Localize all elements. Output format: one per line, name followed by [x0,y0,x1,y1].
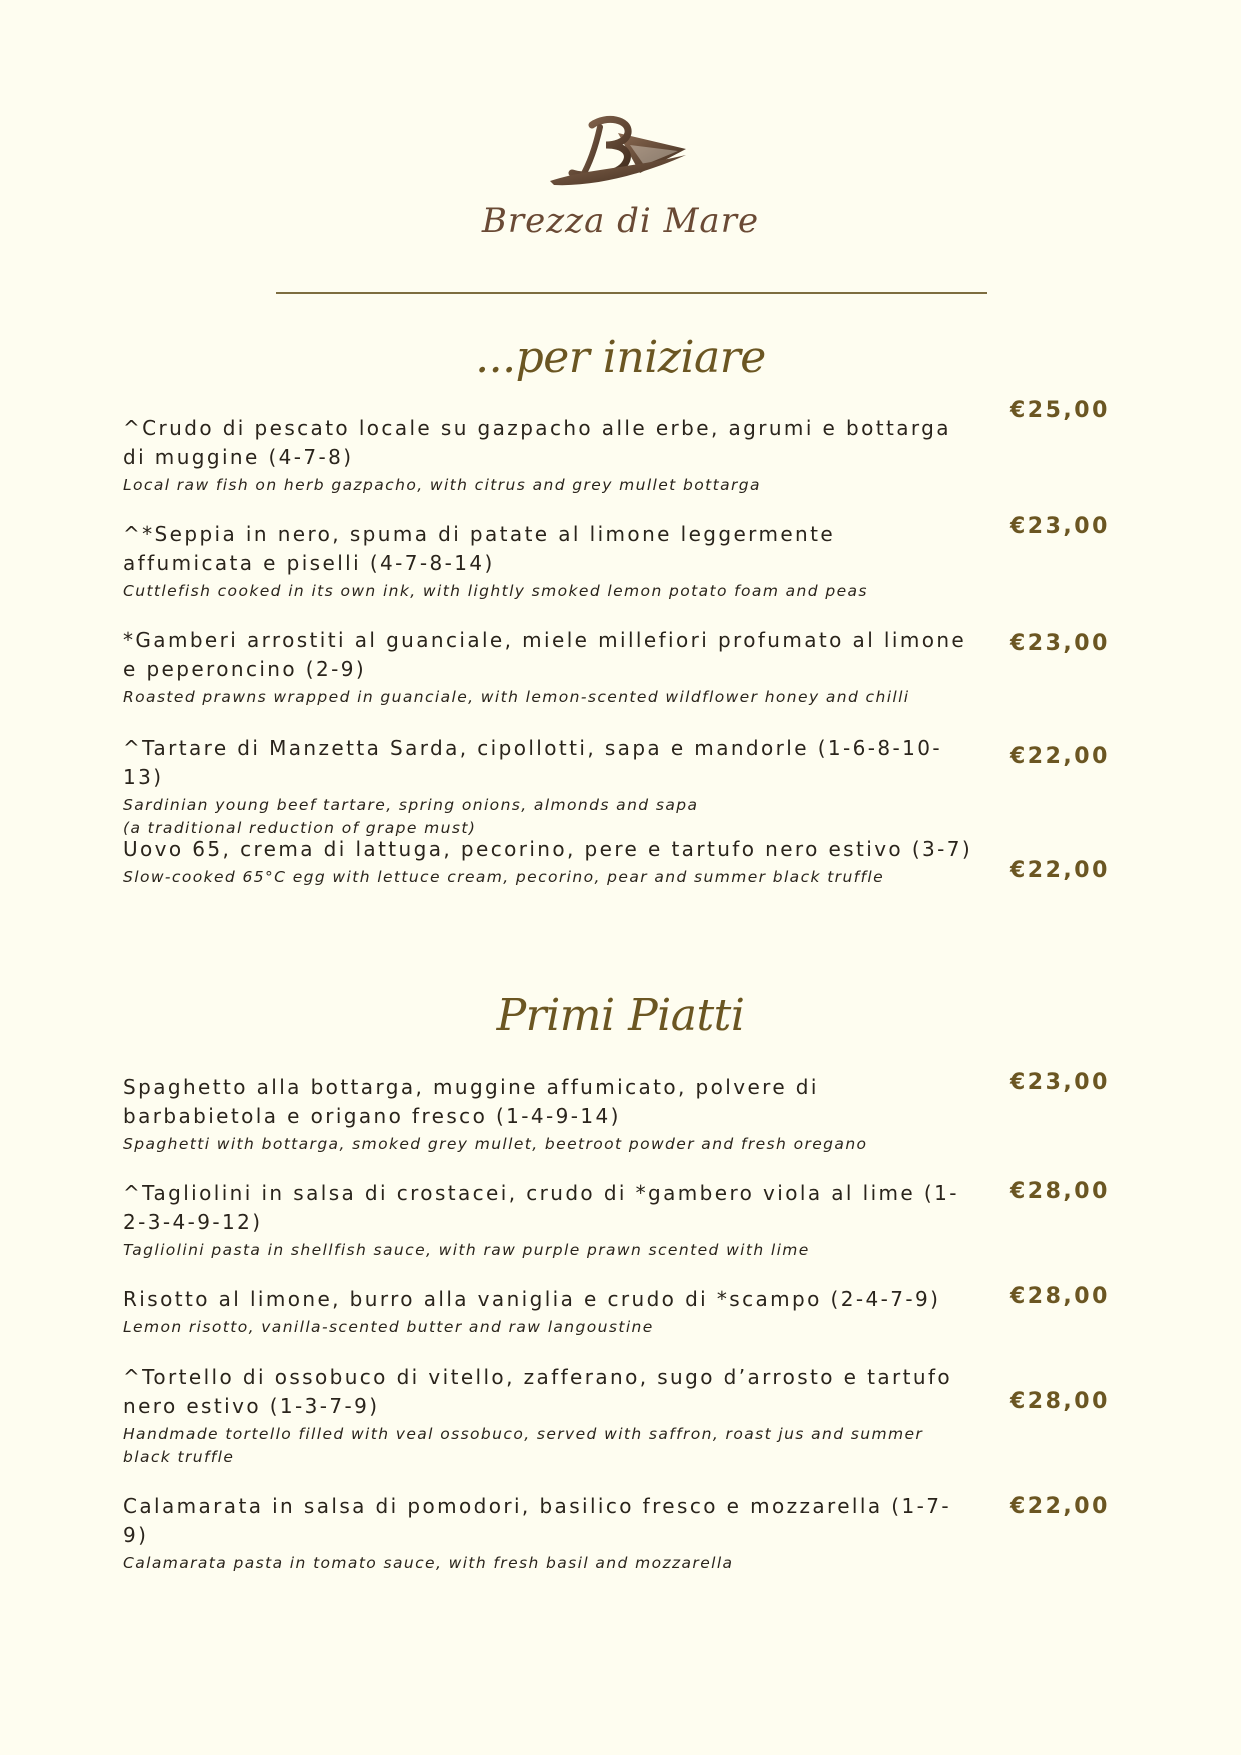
item-name: ^Tortello di ossobuco di vitello, zafferano, sugo d’arrosto e tartufo nero estivo (1-3-7-9) [123,1365,953,1418]
menu-item [123,734,973,840]
item-name: *Gamberi arrostiti al guanciale, miele millefiori profumato al limone e peperoncino (2-9) [123,628,967,681]
item-description: Calamarata pasta in tomato sauce, with fresh basil and mozzarella [123,1554,734,1572]
menu-item [123,1073,973,1156]
menu-item [123,626,973,709]
item-description: Slow-cooked 65°C egg with lettuce cream, pecorino, pear and summer black truffle [123,868,885,886]
section-title-starters: ...per iniziare [475,332,766,383]
item-description: Tagliolini pasta in shellfish sauce, with raw purple prawn scented with lime [123,1241,810,1259]
item-price: €22,00 [1010,744,1110,769]
restaurant-name: Brezza di Mare [481,201,760,241]
item-name: ^Crudo di pescato locale su gazpacho alle erbe, agrumi e bottarga di muggine (4-7-8) [123,416,951,469]
section-title-first-courses: Primi Piatti [496,990,745,1041]
menu-item [123,520,973,603]
header-divider [276,292,987,294]
item-price: €28,00 [1010,1389,1110,1414]
item-name: Spaghetto alla bottarga, muggine affumicato, polvere di barbabietola e origano fresco (1-4-9-14) [123,1075,819,1128]
item-name: Risotto al limone, burro alla vaniglia e crudo di *scampo (2-4-7-9) [123,1287,941,1311]
item-price: €22,00 [1010,1494,1110,1519]
menu-item [123,835,973,889]
restaurant-logo [0,115,1241,241]
item-description: Lemon risotto, vanilla-scented butter and raw langoustine [123,1318,654,1336]
item-description: Roasted prawns wrapped in guanciale, with lemon-scented wildflower honey and chilli [123,688,910,706]
item-description: Spaghetti with bottarga, smoked grey mullet, beetroot powder and fresh oregano [123,1135,868,1153]
item-name: ^*Seppia in nero, spuma di patate al limone leggermente affumicata e piselli (4-7-8-14) [123,522,836,575]
item-price: €23,00 [1010,1070,1110,1095]
item-price: €23,00 [1010,514,1110,539]
menu-item [123,414,973,497]
item-name: ^Tartare di Manzetta Sarda, cipollotti, sapa e mandorle (1-6-8-10-13) [123,736,942,789]
menu-item [123,1179,973,1262]
item-price: €25,00 [1010,398,1110,423]
item-name: ^Tagliolini in salsa di crostacei, crudo di *gambero viola al lime (1-2-3-4-9-12) [123,1181,959,1234]
item-price: €28,00 [1010,1284,1110,1309]
item-description: Local raw fish on herb gazpacho, with citrus and grey mullet bottarga [123,476,761,494]
item-description: Sardinian young beef tartare, spring onions, almonds and sapa (a traditional reduction of grape must) [123,796,699,837]
boat-logo-icon [546,115,696,197]
menu-item [123,1363,973,1469]
item-description: Cuttlefish cooked in its own ink, with lightly smoked lemon potato foam and peas [123,582,868,600]
item-price: €23,00 [1010,631,1110,656]
item-price: €22,00 [1010,858,1110,883]
item-description: Handmade tortello filled with veal ossobuco, served with saffron, roast jus and summer black truffle [123,1425,924,1466]
menu-item [123,1285,973,1339]
item-name: Calamarata in salsa di pomodori, basilico fresco e mozzarella (1-7-9) [123,1494,951,1547]
item-name: Uovo 65, crema di lattuga, pecorino, pere e tartufo nero estivo (3-7) [123,837,973,861]
item-price: €28,00 [1010,1179,1110,1204]
menu-item [123,1492,973,1575]
